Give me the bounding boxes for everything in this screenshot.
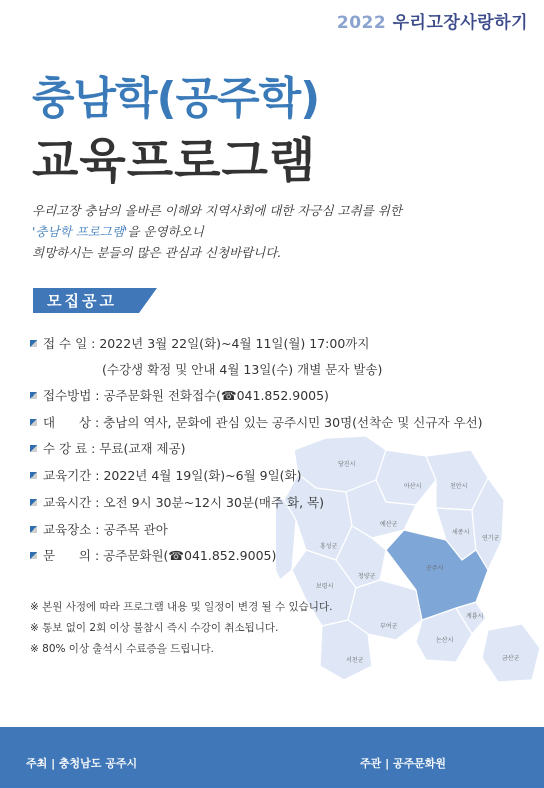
map-label: 세종시 — [452, 529, 470, 536]
title-line2: 교육프로그램 — [32, 133, 317, 189]
info-value: 무료(교재 제공) — [99, 441, 186, 456]
map-label: 서천군 — [346, 657, 364, 664]
info-row — [102, 360, 382, 378]
map-label: 연기군 — [482, 535, 500, 542]
info-row — [30, 439, 186, 457]
info-row — [30, 546, 276, 564]
slogan-year: 2022 — [336, 13, 387, 33]
bullet-icon — [30, 499, 37, 506]
info-value: 오전 9시 30분~12시 30분(매주 화, 목) — [103, 495, 324, 510]
info-row — [30, 386, 329, 404]
notes — [30, 597, 332, 660]
map-label: 예산군 — [380, 521, 398, 528]
info-row — [30, 520, 168, 538]
info-row — [30, 493, 324, 511]
intro-line2 — [32, 221, 402, 242]
info-value: (수강생 확정 및 안내 4월 13일(수) 개별 문자 발송) — [102, 362, 383, 377]
info-value: 2022년 3월 22일(화)~4월 11일(월) 17:00까지 — [99, 336, 370, 351]
slogan-text: 우리고장사랑하기 — [392, 13, 528, 33]
footer-host: 주최 | 충청남도 공주시 — [26, 757, 138, 770]
map-label: 아산시 — [404, 483, 422, 490]
section-label: 모집공고 — [47, 292, 117, 310]
footer-bar — [0, 727, 544, 788]
info-value: 공주문화원 전화접수(☎041.852.9005) — [103, 388, 329, 403]
info-value: 2022년 4월 19일(화)~6월 9일(화) — [103, 468, 302, 483]
bullet-icon — [30, 445, 37, 452]
map-label: 금산군 — [502, 655, 520, 662]
bullet-icon — [30, 392, 37, 399]
info-label: 문 의 : — [43, 548, 100, 563]
intro-line1: 우리고장 충남의 올바른 이해와 지역사회에 대한 자긍심 고취를 위한 — [32, 203, 402, 218]
info-label: 수 강 료 : — [43, 441, 96, 456]
bullet-icon — [30, 526, 37, 533]
slogan-tag — [337, 8, 528, 33]
intro-highlight: '충남학 프로그램' — [32, 224, 128, 239]
map-label: 계룡시 — [466, 613, 484, 620]
map-region-geumsan — [482, 624, 540, 682]
section-banner — [33, 288, 157, 313]
map-label: 천안시 — [450, 483, 468, 490]
info-label: 교육기간 : — [43, 468, 100, 483]
info-label: 접 수 일 : — [43, 336, 96, 351]
info-label: 접수방법 : — [43, 388, 100, 403]
info-row — [30, 334, 369, 352]
title-line1: 충남학(공주학) — [32, 73, 320, 124]
bullet-icon — [30, 472, 37, 479]
map-label: 부여군 — [380, 623, 398, 630]
intro-line2-rest: 을 운영하오니 — [127, 224, 204, 239]
note-item: ※ 본원 사정에 따라 프로그램 내용 및 일정이 변경 될 수 있습니다. — [30, 601, 333, 613]
footer-organizer: 주관 | 공주문화원 — [360, 757, 447, 770]
info-value: 공주문화원(☎041.852.9005) — [103, 548, 277, 563]
note-item: ※ 80% 이상 출석시 수료증을 드립니다. — [30, 643, 215, 655]
intro-text — [32, 200, 402, 263]
info-value: 공주목 관아 — [103, 522, 168, 537]
info-label: 교육장소 : — [43, 522, 100, 537]
info-value: 충남의 역사, 문화에 관심 있는 공주시민 30명(선착순 및 신규자 우선) — [103, 415, 483, 430]
map-label: 홍성군 — [320, 543, 338, 550]
bullet-icon — [30, 552, 37, 559]
bullet-icon — [30, 419, 37, 426]
bullet-icon — [30, 340, 37, 347]
info-row — [30, 413, 483, 431]
intro-line3: 희망하시는 분들의 많은 관심과 신청바랍니다. — [32, 245, 282, 260]
map-label: 공주시 — [426, 565, 444, 572]
map-label: 청양군 — [358, 573, 376, 580]
info-label: 교육시간 : — [43, 495, 100, 510]
info-row — [30, 466, 302, 484]
map-label: 당진시 — [338, 461, 356, 468]
map-label: 보령시 — [316, 583, 334, 590]
map-label: 논산시 — [436, 637, 454, 644]
info-label: 대 상 : — [43, 415, 100, 430]
note-item: ※ 통보 없이 2회 이상 불참시 즉시 수강이 취소됩니다. — [30, 622, 279, 634]
